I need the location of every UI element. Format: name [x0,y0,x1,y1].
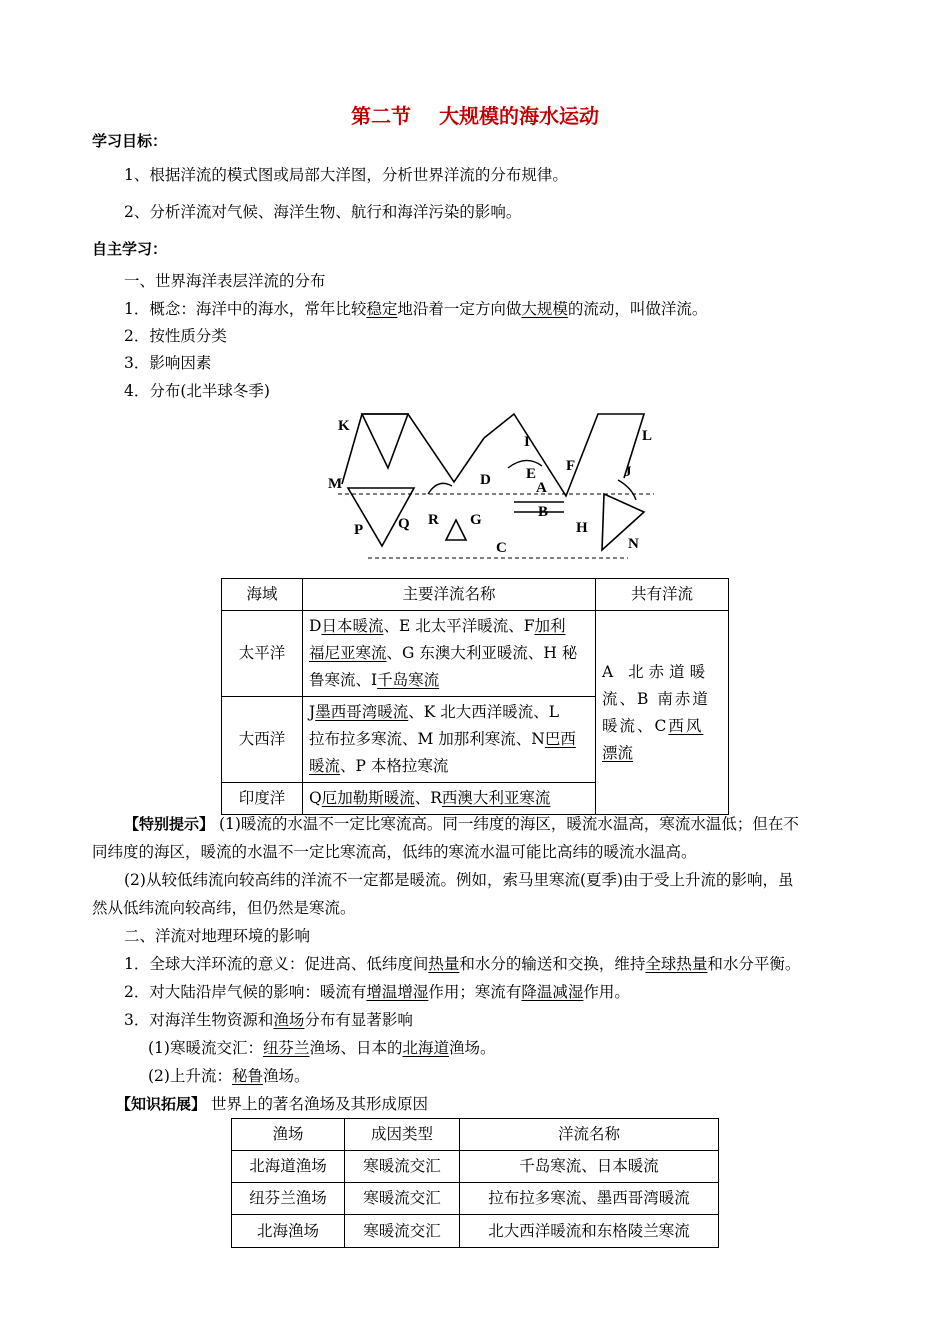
classification-line: 2．按性质分类 [124,327,227,345]
header-cell: 洋流名称 [460,1119,719,1151]
label-j: J [624,464,632,480]
ocean-name: 太平洋 [222,611,303,697]
header-cell: 海域 [222,579,303,611]
fishery-table [231,1118,719,1248]
label-d: D [480,472,491,488]
goals-heading: 学习目标： [92,132,168,150]
label-f: F [566,458,576,474]
island-triangle [446,520,466,540]
goal-item: 1、根据洋流的模式图或局部大洋图，分析世界洋流的分布规律。 [124,166,568,184]
tip-line: (2)从较低纬流向较高纬的洋流不一定都是暖流。例如，索马里寒流(夏季)由于受上升流的影响，虽 [124,871,794,889]
label-r: R [428,512,439,528]
label-a: A [536,480,547,496]
extension-line: 【知识拓展】 世界上的著名渔场及其形成原因 [116,1095,428,1113]
current-arrow-j [618,480,636,500]
section-heading: 二、洋流对地理环境的影响 [124,927,311,945]
pacific-currents: D日本暖流、E 北太平洋暖流、F加利 福尼亚寒流、G 东澳大利亚暖流、H 秘 鲁寒流、I千岛寒流 [303,611,596,697]
coastline-left [342,414,484,484]
label-e: E [526,466,537,482]
label-m: M [328,476,343,492]
concept-line: 1．概念：海洋中的海水，常年比较稳定地沿着一定方向做大规模的流动，叫做洋流。 [124,300,708,318]
indian-currents: Q厄加勒斯暖流、R西澳大利亚寒流 [303,783,596,815]
effect-line: 1．全球大洋环流的意义：促进高、低纬度间热量和水分的输送和交换，维持全球热量和水分平衡。 [124,955,801,973]
label-l: L [642,428,653,444]
tip-line: 同纬度的海区，暖流的水温不一定比寒流高，低纬的寒流水温可能比高纬的暖流水温高。 [92,843,697,861]
header-cell: 主要洋流名称 [303,579,596,611]
fishery-line: (2)上升流：秘鲁渔场。 [148,1067,310,1085]
tip-line: 然从低纬流向较高纬，但仍然是寒流。 [92,899,356,917]
effect-line: 3．对海洋生物资源和渔场分布有显著影响 [124,1011,413,1029]
currents-table [221,578,729,815]
header-cell: 成因类型 [345,1119,460,1151]
ocean-name: 印度洋 [222,783,303,815]
table-row: 北海道渔场 寒暖流交汇 千岛寒流、日本暖流 [232,1151,719,1183]
atlantic-currents: J墨西哥湾暖流、K 北大西洋暖流、L 拉布拉多寒流、M 加那利寒流、N巴西 暖流、P 本格拉寒流 [303,697,596,783]
label-q: Q [398,516,410,532]
label-p: P [354,522,364,538]
ocean-name: 大西洋 [222,697,303,783]
fishery-line: (1)寒暖流交汇：纽芬兰渔场、日本的北海道渔场。 [148,1039,496,1057]
self-study-heading: 自主学习： [92,240,168,258]
table-row: 纽芬兰渔场 寒暖流交汇 拉布拉多寒流、墨西哥湾暖流 [232,1183,719,1215]
coastline-right [484,414,644,496]
label-b: B [538,504,549,520]
header-cell: 共有洋流 [596,579,729,611]
label-h: H [576,520,588,536]
page-title: 第二节 大规模的海水运动 [351,104,599,128]
label-g: G [470,512,482,528]
section-heading: 一、世界海洋表层洋流的分布 [124,272,326,290]
goal-item: 2、分析洋流对气候、海洋生物、航行和海洋污染的影响。 [124,203,522,221]
label-i: I [524,434,530,450]
shared-currents: A 北赤道暖 流、B 南赤道 暖流、C西风 漂流 [596,611,729,815]
factors-line: 3．影响因素 [124,354,212,372]
current-arrow-d [428,483,452,494]
tip-line: 【特别提示】 (1)暖流的水温不一定比寒流高。同一纬度的海区，暖流水温高，寒流水温低；但在不 [124,815,799,833]
current-arrow-e [508,460,542,468]
label-n: N [628,536,639,552]
label-k: K [338,418,350,434]
ocean-current-diagram [328,408,660,568]
effect-line: 2．对大陆沿岸气候的影响：暖流有增温增湿作用；寒流有降温减湿作用。 [124,983,630,1001]
label-c: C [496,540,507,556]
continent-wedge [362,414,408,468]
header-cell: 渔场 [232,1119,345,1151]
distribution-line: 4．分布(北半球冬季) [124,382,270,400]
table-row: 北海渔场 寒暖流交汇 北大西洋暖流和东格陵兰寒流 [232,1215,719,1248]
